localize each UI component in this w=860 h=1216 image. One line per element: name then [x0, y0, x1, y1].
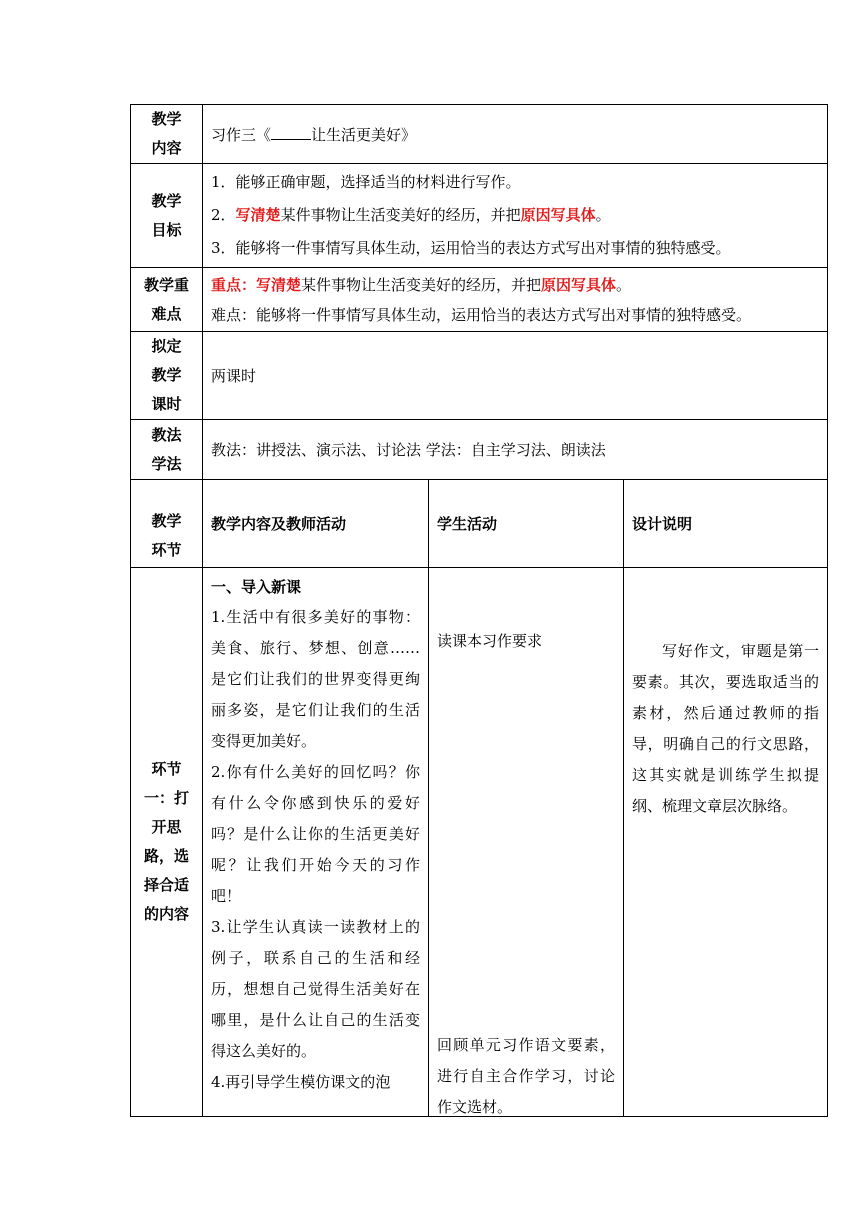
row-header [131, 480, 828, 568]
methods-value: 教法：讲授法、演示法、讨论法 学法：自主学习法、朗读法 [203, 420, 828, 480]
stage1-student [429, 568, 624, 1117]
row-hours [131, 332, 828, 420]
label-keypoints: 教学重难点 [131, 268, 203, 332]
label-stage-header: 教学环节 [131, 480, 203, 568]
student-activity-1: 读课本习作要求 [437, 632, 543, 650]
stage1-design [624, 568, 828, 1117]
row-keypoints [131, 268, 828, 332]
title-blank [271, 125, 311, 140]
goal-3: 3．能够将一件事情写具体生动，运用恰当的表达方式写出对事情的独特感受。 [211, 239, 731, 257]
header-teacher: 教学内容及教师活动 [203, 480, 429, 568]
label-stage1: 环节一：打开思路，选择合适的内容 [131, 568, 203, 1117]
stage1-teacher: 一、导入新课 1.生活中有很多美好的事物：美食、旅行、梦想、创意……是它们让我们的世界变得更绚丽多姿，是它们让我们的生活变得更加美好。 2.你有什么美好的回忆吗？你有什么令你感到快乐的爱好吗？是什么让你的生活更美好呢？让我们开始今天的习作吧！ 3.让学生认真读一读教材上的例子，联系自己的生活和经历，想想自己觉得生活美好在哪里，是什么让自己的生活变得这么美好的。 4.再引导学生模仿课文的泡 [203, 568, 429, 1117]
goal-2: 2．写清楚某件事物让生活变美好的经历，并把原因写具体。 [211, 206, 611, 224]
label-methods: 教法学法 [131, 420, 203, 480]
row-methods [131, 420, 828, 480]
header-student: 学生活动 [429, 480, 624, 568]
lesson-plan [130, 104, 827, 1117]
header-design: 设计说明 [624, 480, 828, 568]
goals-cell [203, 164, 828, 268]
teacher-p2: 2.你有什么美好的回忆吗？你有什么令你感到快乐的爱好吗？是什么让你的生活更美好呢？让我们开始今天的习作吧！ [211, 763, 420, 905]
lesson-title: 习作三《 让生活更美好》 [203, 105, 828, 164]
teacher-p3: 3.让学生认真读一读教材上的例子，联系自己的生活和经历，想想自己觉得生活美好在哪里，是什么让自己的生活变得这么美好的。 [211, 918, 420, 1060]
teacher-p4: 4.再引导学生模仿课文的泡 [211, 1073, 391, 1091]
keypoints-cell [203, 268, 828, 332]
lesson-plan-table [130, 104, 828, 1117]
goal-1: 1．能够正确审题，选择适当的材料进行写作。 [211, 173, 521, 191]
row-content [131, 105, 828, 164]
label-hours: 拟定教学课时 [131, 332, 203, 420]
row-stage1 [131, 568, 828, 1117]
design-note: 写好作文，审题是第一要素。其次，要选取适当的素材，然后通过教师的指导，明确自己的行文思路，这其实就是训练学生拟提纲、梳理文章层次脉络。 [632, 642, 820, 815]
student-activity-2: 回顾单元习作语文要素，进行自主合作学习，讨论作文选材。 [437, 1036, 615, 1116]
teacher-p1: 1.生活中有很多美好的事物：美食、旅行、梦想、创意……是它们让我们的世界变得更绚丽多姿，是它们让我们的生活变得更加美好。 [211, 608, 420, 750]
label-goals: 教学目标 [131, 164, 203, 268]
row-goals [131, 164, 828, 268]
key-point: 重点：写清楚某件事物让生活变美好的经历，并把原因写具体。 [211, 275, 632, 294]
label-content: 教学内容 [131, 105, 203, 164]
difficulty-point: 难点：能够将一件事情写具体生动，运用恰当的表达方式写出对事情的独特感受。 [211, 305, 752, 324]
hours-value: 两课时 [203, 332, 828, 420]
